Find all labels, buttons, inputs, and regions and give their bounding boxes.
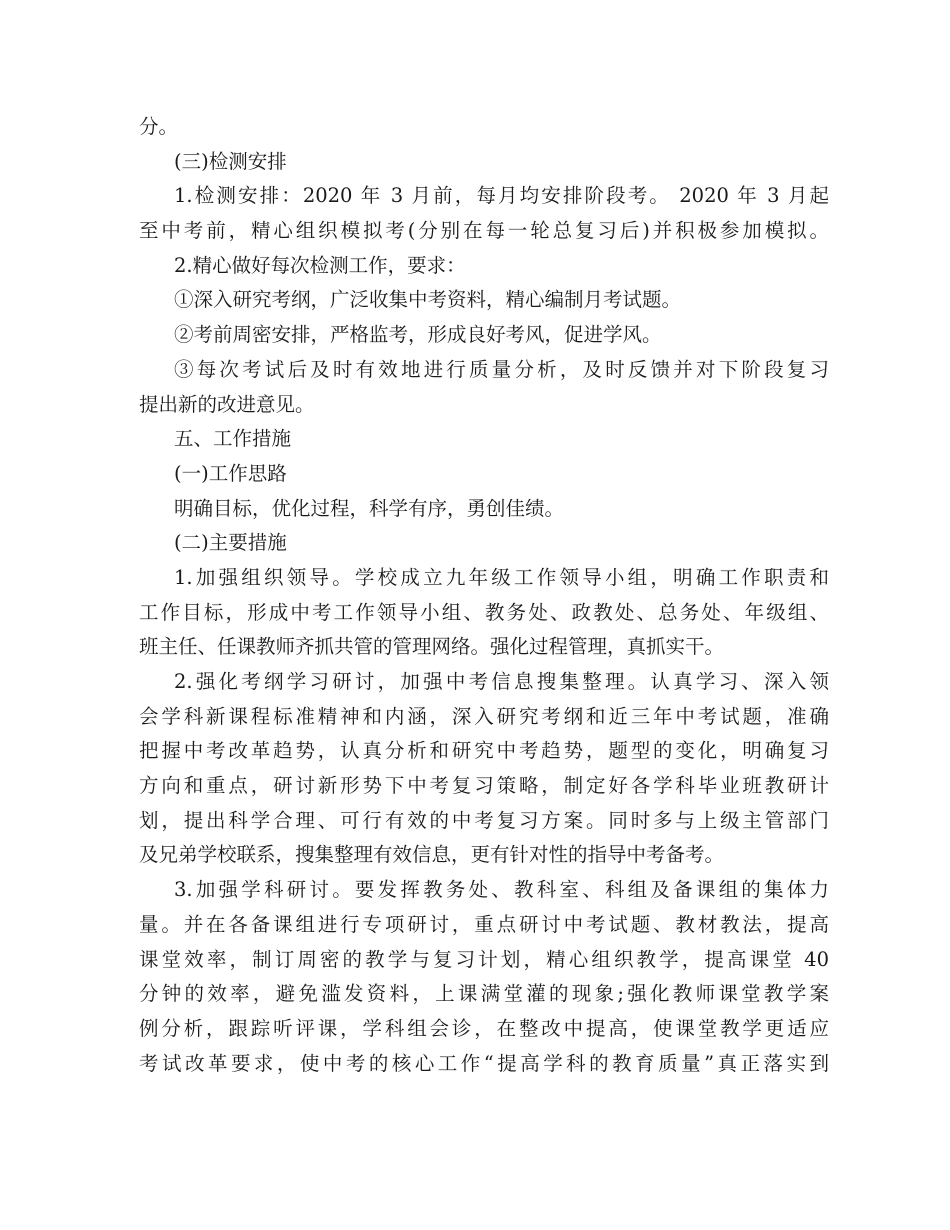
text-line: 把握中考改革趋势，认真分析和研究中考趋势，题型的变化，明确复习	[139, 739, 829, 763]
text-line: 1.检测安排：2020 年 3 月前，每月均安排阶段考。 2020 年 3 月起	[174, 184, 829, 208]
text-line: 及兄弟学校联系，搜集整理有效信息，更有针对性的指导中考备考。	[139, 843, 725, 867]
text-line: 课堂效率，制订周密的教学与复习计划，精心组织教学，提高课堂 40	[139, 947, 829, 971]
text-line: 提出新的改进意见。	[139, 392, 315, 416]
text-line: 方向和重点，研讨新形势下中考复习策略，制定好各学科毕业班教研计	[139, 774, 829, 798]
text-line: ②考前周密安排，严格监考，形成良好考风，促进学风。	[174, 323, 662, 347]
text-line: 明确目标，优化过程，科学有序，勇创佳绩。	[174, 496, 565, 520]
text-line: 量。并在各备课组进行专项研讨，重点研讨中考试题、教材教法，提高	[139, 912, 829, 936]
text-line: 1.加强组织领导。学校成立九年级工作领导小组，明确工作职责和	[174, 565, 829, 589]
text-line: 班主任、任课教师齐抓共管的管理网络。强化过程管理，真抓实干。	[139, 635, 725, 659]
text-line: (二)主要措施	[174, 531, 287, 555]
text-line: 2.精心做好每次检测工作，要求：	[174, 253, 466, 277]
text-line: 工作目标，形成中考工作领导小组、教务处、政教处、总务处、年级组、	[139, 600, 829, 624]
text-line: 会学科新课程标准精神和内涵，深入研究考纲和近三年中考试题，准确	[139, 704, 829, 728]
text-line: ①深入研究考纲，广泛收集中考资料，精心编制月考试题。	[174, 288, 682, 312]
text-line: 至中考前，精心组织模拟考(分别在每一轮总复习后)并积极参加模拟。	[139, 219, 829, 243]
text-line: (三)检测安排	[174, 149, 287, 173]
document-body	[139, 110, 829, 1081]
text-line: (一)工作思路	[174, 461, 287, 485]
text-line: 分钟的效率，避免滥发资料，上课满堂灌的现象;强化教师课堂教学案	[139, 982, 829, 1006]
text-line: 2.强化考纲学习研讨，加强中考信息搜集整理。认真学习、深入领	[174, 670, 829, 693]
text-line: ③每次考试后及时有效地进行质量分析，及时反馈并对下阶段复习	[174, 357, 829, 381]
text-line: 考试改革要求，使中考的核心工作“提高学科的教育质量”真正落实到	[139, 1051, 829, 1075]
text-line: 分。	[139, 115, 179, 138]
text-line: 划，提出科学合理、可行有效的中考复习方案。同时多与上级主管部门	[139, 808, 829, 832]
text-line: 五、工作措施	[174, 427, 292, 451]
text-line: 例分析，跟踪听评课，学科组会诊，在整改中提高，使课堂教学更适应	[139, 1016, 829, 1040]
text-line: 3.加强学科研讨。要发挥教务处、教科室、科组及备课组的集体力	[174, 878, 829, 902]
